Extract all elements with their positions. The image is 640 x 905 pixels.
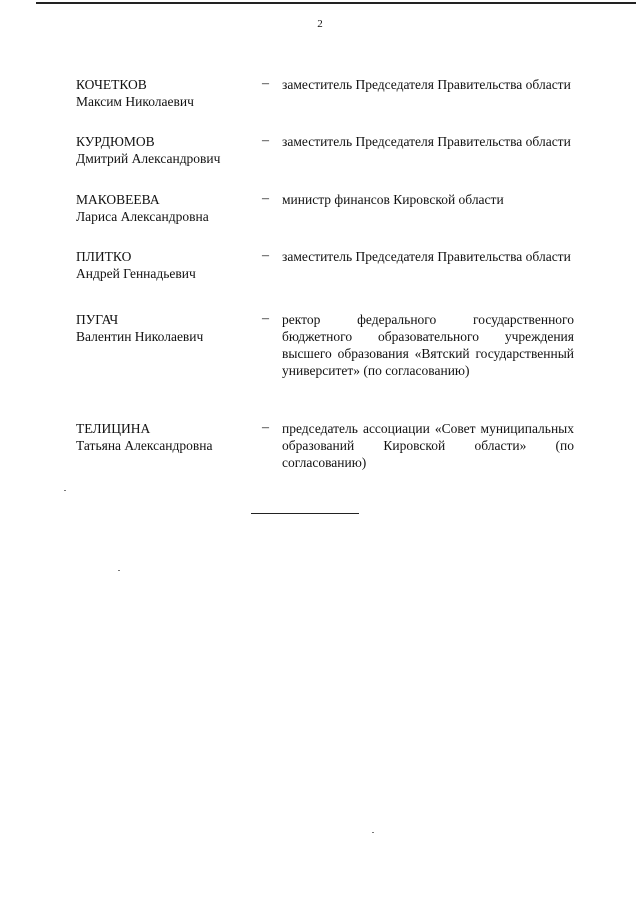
- member-role: председатель ассоциации «Совет муниципальных образований Кировской области» (по согласованию): [282, 421, 574, 470]
- entry-dash: –: [262, 420, 269, 435]
- member-given-names: Андрей Геннадьевич: [76, 266, 196, 281]
- entry-dash: –: [262, 191, 269, 206]
- closing-line: [251, 513, 359, 514]
- scan-speck: [118, 570, 120, 571]
- member-surname: КОЧЕТКОВ: [76, 77, 147, 92]
- member-name-block: [76, 191, 256, 225]
- member-name-block: [76, 76, 256, 110]
- member-given-names: Татьяна Александровна: [76, 438, 213, 453]
- member-role: заместитель Председателя Правительства области: [282, 134, 571, 149]
- member-role: ректор федерального государственного бюджетного образовательного учреждения высшего образования «Вятский государственный университет» (по согласованию): [282, 312, 574, 378]
- member-name-block: [76, 248, 256, 282]
- member-name-block: [76, 420, 256, 454]
- member-name-block: [76, 133, 256, 167]
- entry-dash: –: [262, 311, 269, 326]
- member-role: министр финансов Кировской области: [282, 192, 504, 207]
- member-given-names: Дмитрий Александрович: [76, 151, 221, 166]
- member-given-names: Валентин Николаевич: [76, 329, 204, 344]
- member-surname: КУРДЮМОВ: [76, 134, 155, 149]
- entry-dash: –: [262, 133, 269, 148]
- entry-dash: –: [262, 76, 269, 91]
- entry-dash: –: [262, 248, 269, 263]
- member-name-block: [76, 311, 256, 345]
- member-role: заместитель Председателя Правительства области: [282, 249, 571, 264]
- member-given-names: Лариса Александровна: [76, 209, 209, 224]
- scan-speck: [64, 490, 66, 491]
- member-surname: ПЛИТКО: [76, 249, 132, 264]
- member-given-names: Максим Николаевич: [76, 94, 194, 109]
- scan-speck: [372, 832, 374, 833]
- member-surname: МАКОВЕЕВА: [76, 192, 160, 207]
- page-number: 2: [317, 18, 323, 30]
- member-role: заместитель Председателя Правительства области: [282, 77, 571, 92]
- member-surname: ТЕЛИЦИНА: [76, 421, 151, 436]
- top-border-line: [36, 2, 636, 4]
- member-surname: ПУГАЧ: [76, 312, 119, 327]
